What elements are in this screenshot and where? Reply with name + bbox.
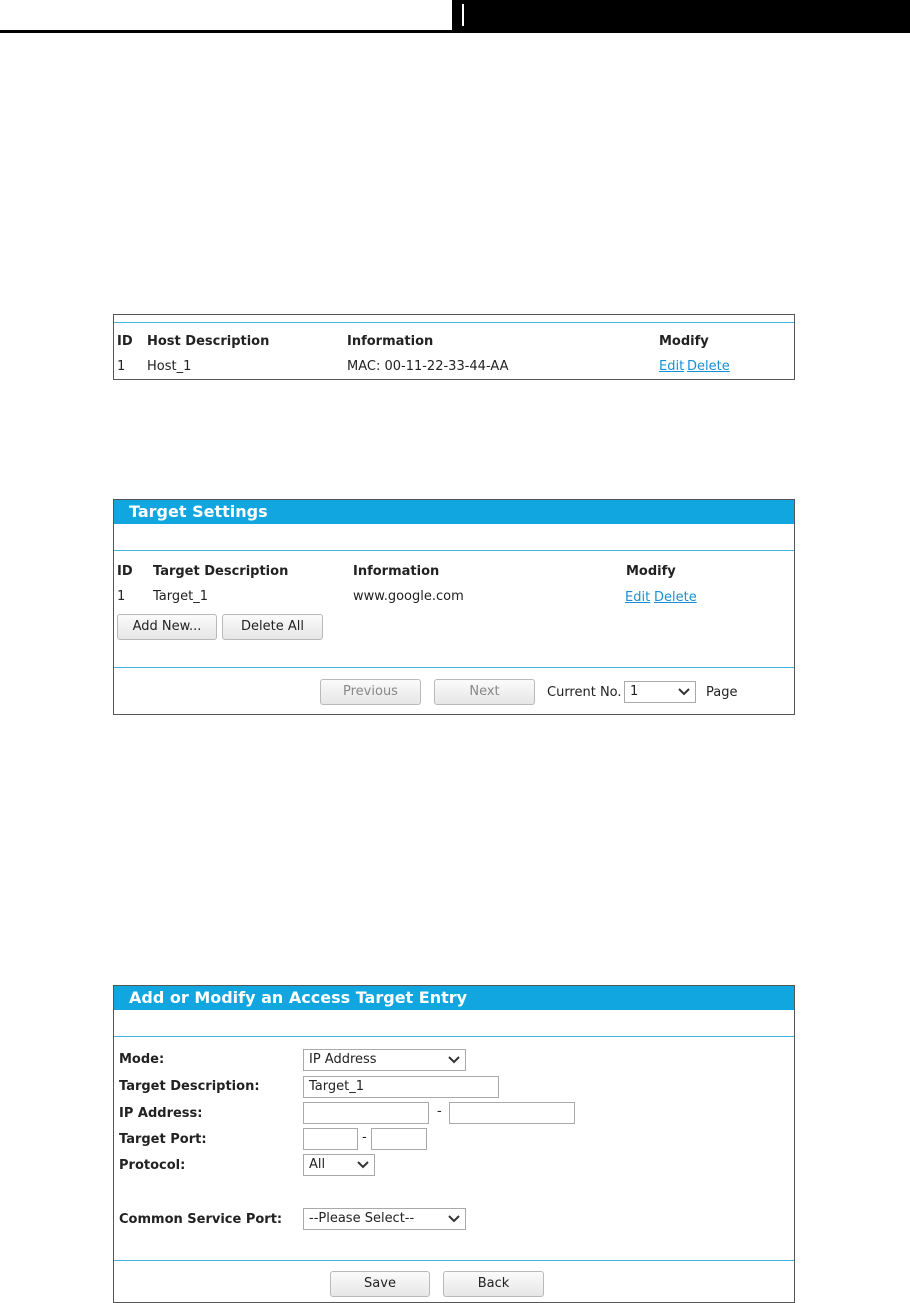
target-description-field[interactable] xyxy=(303,1076,499,1098)
divider xyxy=(114,322,794,323)
common-service-port-value: --Please Select-- xyxy=(309,1211,415,1226)
divider xyxy=(114,1260,794,1261)
mode-label: Mode: xyxy=(119,1052,165,1067)
divider xyxy=(114,550,794,551)
panel-title: Target Settings xyxy=(114,500,794,524)
chevron-down-icon xyxy=(447,1214,461,1224)
column-header-information: Information xyxy=(347,334,434,349)
ip-address-start-field[interactable] xyxy=(303,1102,429,1124)
table-row-target-description: Target_1 xyxy=(153,589,208,604)
common-service-port-select[interactable] xyxy=(303,1208,466,1230)
protocol-select[interactable] xyxy=(303,1154,375,1176)
table-row-information: www.google.com xyxy=(353,589,464,604)
add-new-button[interactable]: Add New... xyxy=(117,614,217,640)
target-port-separator: - xyxy=(362,1130,367,1145)
document-header-rule xyxy=(0,30,452,33)
divider xyxy=(114,1036,794,1037)
mode-select[interactable] xyxy=(303,1049,466,1071)
column-header-modify: Modify xyxy=(659,334,709,349)
ip-address-label: IP Address: xyxy=(119,1106,203,1121)
target-port-start-field[interactable] xyxy=(303,1128,358,1150)
save-button[interactable]: Save xyxy=(330,1271,430,1297)
column-header-id: ID xyxy=(117,564,133,579)
panel-title: Add or Modify an Access Target Entry xyxy=(114,986,794,1010)
target-description-label: Target Description: xyxy=(119,1079,260,1094)
table-row-id: 1 xyxy=(117,359,126,374)
column-header-target-description: Target Description xyxy=(153,564,289,579)
access-target-form-panel xyxy=(113,985,795,1303)
table-row-information: MAC: 00-11-22-33-44-AA xyxy=(347,359,509,374)
common-service-port-label: Common Service Port: xyxy=(119,1212,283,1227)
edit-link[interactable]: Edit xyxy=(625,590,651,605)
current-no-label: Current No. xyxy=(547,685,622,700)
table-row-host-description: Host_1 xyxy=(147,359,192,374)
protocol-value: All xyxy=(309,1157,326,1172)
previous-button[interactable]: Previous xyxy=(320,679,421,705)
target-settings-panel xyxy=(113,499,795,715)
header-separator xyxy=(462,4,464,26)
document-header-bar xyxy=(452,0,910,33)
column-header-host-description: Host Description xyxy=(147,334,270,349)
ip-address-end-field[interactable] xyxy=(449,1102,575,1124)
divider xyxy=(114,667,794,668)
table-row-id: 1 xyxy=(117,589,126,604)
edit-link[interactable]: Edit xyxy=(659,359,685,374)
target-description-value: Target_1 xyxy=(309,1079,364,1094)
current-page-value: 1 xyxy=(630,684,639,699)
protocol-label: Protocol: xyxy=(119,1158,186,1173)
chevron-down-icon xyxy=(356,1160,370,1170)
mode-value: IP Address xyxy=(309,1052,377,1067)
host-table-panel xyxy=(113,314,795,380)
target-port-end-field[interactable] xyxy=(371,1128,427,1150)
column-header-id: ID xyxy=(117,334,133,349)
delete-all-button[interactable]: Delete All xyxy=(222,614,323,640)
delete-link[interactable]: Delete xyxy=(687,359,730,374)
ip-address-separator: - xyxy=(437,1104,442,1119)
column-header-information: Information xyxy=(353,564,440,579)
next-button[interactable]: Next xyxy=(434,679,535,705)
back-button[interactable]: Back xyxy=(443,1271,544,1297)
target-port-label: Target Port: xyxy=(119,1132,207,1147)
chevron-down-icon xyxy=(447,1055,461,1065)
current-page-select[interactable] xyxy=(624,681,696,703)
chevron-down-icon xyxy=(677,687,691,697)
column-header-modify: Modify xyxy=(626,564,676,579)
page-label: Page xyxy=(706,685,738,700)
delete-link[interactable]: Delete xyxy=(654,590,697,605)
